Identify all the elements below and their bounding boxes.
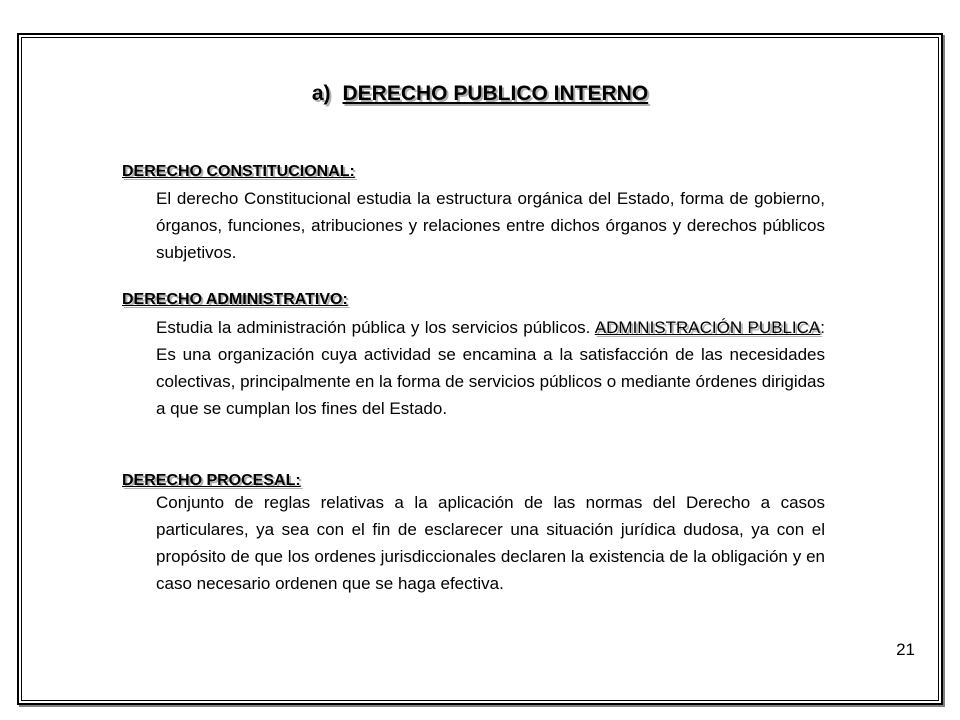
section-heading-constitucional: DERECHO CONSTITUCIONAL: xyxy=(122,163,355,180)
section-heading-administrativo: DERECHO ADMINISTRATIVO: xyxy=(122,291,348,308)
page-title xyxy=(0,82,960,106)
administracion-publica-term: ADMINISTRACIÓN PUBLICA xyxy=(594,318,821,337)
page-number: 21 xyxy=(896,640,915,659)
administrativo-intro: Estudia la administración pública y los servicios públicos. xyxy=(156,318,591,337)
title-text: DERECHO PUBLICO INTERNO xyxy=(342,82,649,105)
section-heading-procesal: DERECHO PROCESAL: xyxy=(122,472,301,489)
section-body-constitucional: El derecho Constitucional estudia la estructura orgánica del Estado, forma de gobierno, órganos, funciones, atribuciones y relaciones entre dichos órganos y derechos públicos subjetivos. xyxy=(156,189,825,262)
title-marker: a) xyxy=(311,82,331,105)
section-body-administrativo xyxy=(156,314,825,422)
administrativo-rest: : Es una organización cuya actividad se encamina a la satisfacción de las necesidades colectivas, principalmente en la forma de servicios públicos o mediante órdenes dirigidas a que se cumplan los fines del Estado. xyxy=(156,318,826,418)
section-body-procesal: Conjunto de reglas relativas a la aplicación de las normas del Derecho a casos particulares, ya sea con el fin de esclarecer una situación jurídica dudosa, ya con el propósito de que los ordenes jurisdiccionales declaren la existencia de la obligación y en caso necesario ordenen que se haga efectiva. xyxy=(156,493,825,593)
